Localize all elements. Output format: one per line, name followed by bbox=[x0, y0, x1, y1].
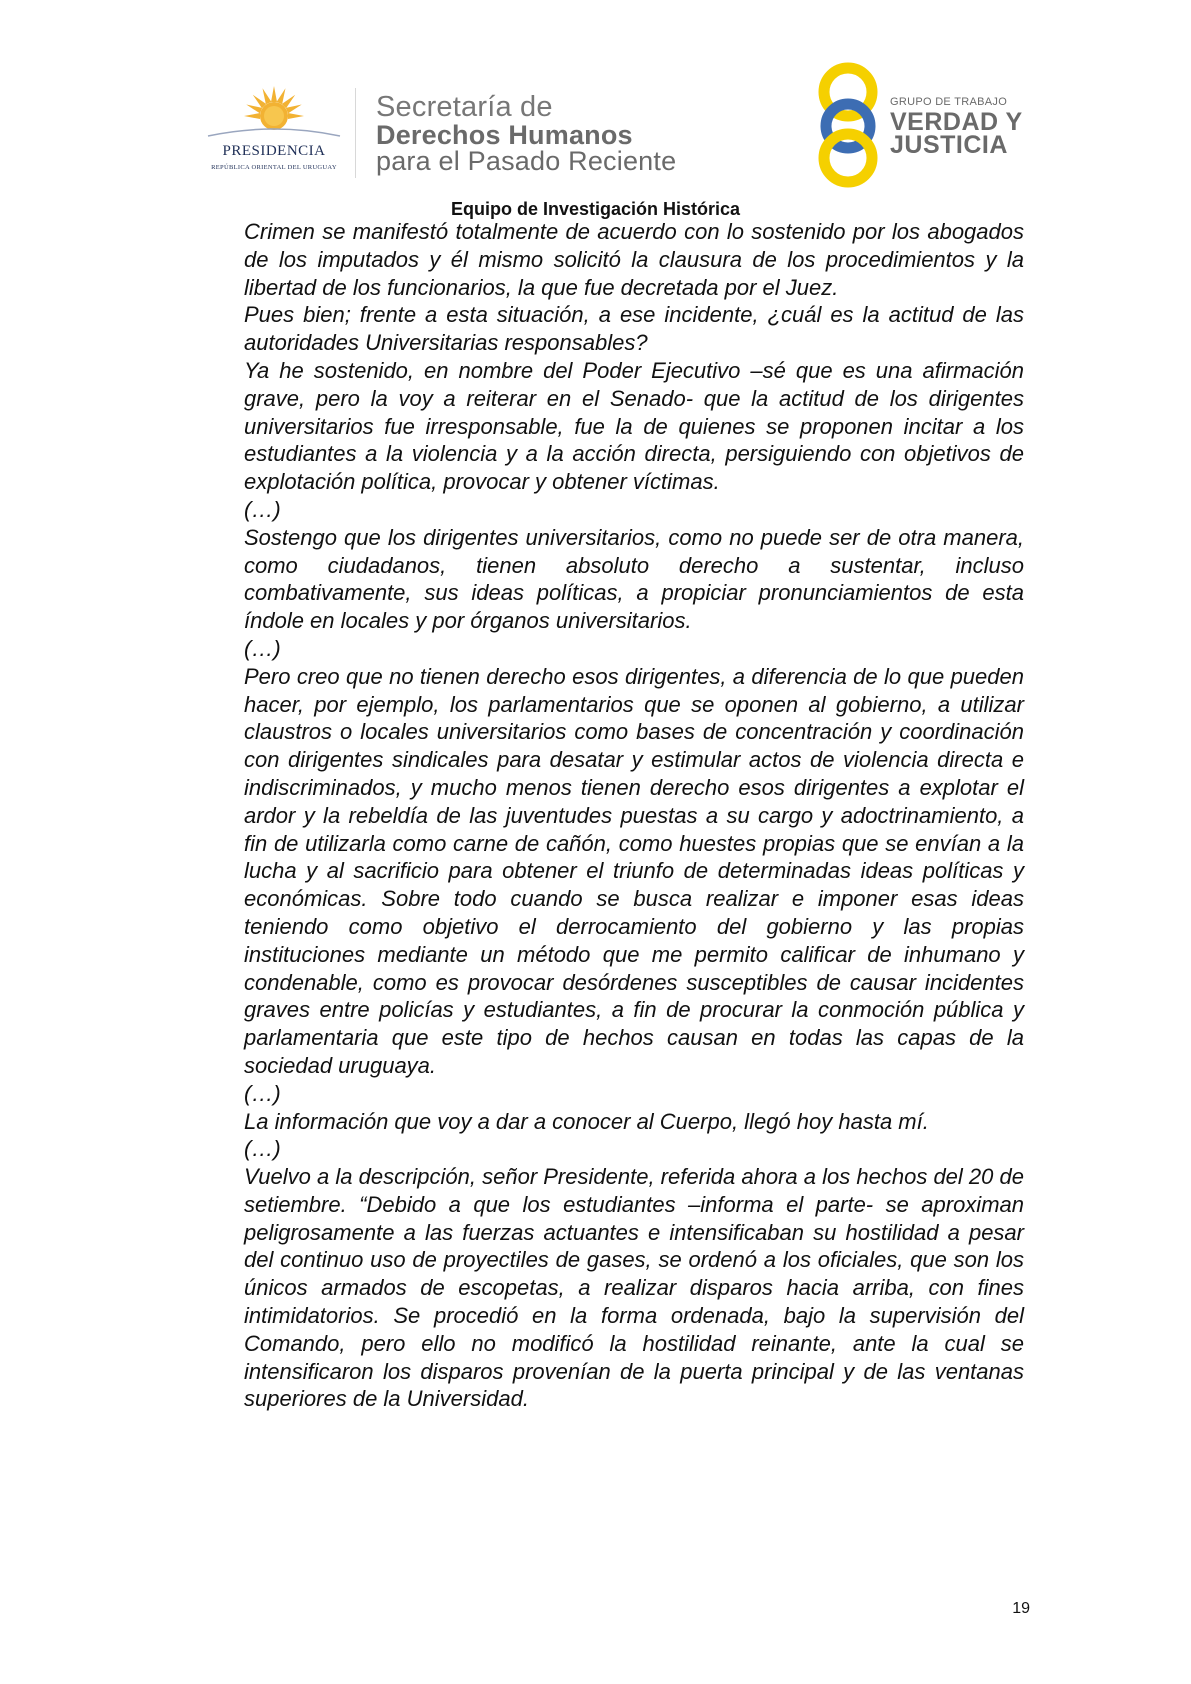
secretaria-line1: Secretaría de bbox=[376, 91, 553, 123]
secretaria-line2: Derechos Humanos bbox=[376, 120, 633, 150]
ellipsis-marker: (…) bbox=[244, 496, 281, 522]
paragraph: Crimen se manifestó totalmente de acuerdo con lo sostenido por los abogados de los imputados y él mismo solicitó la clausura de los procedimientos y la libertad de los funcionarios, la que fue decretada por el Juez. bbox=[244, 219, 1024, 300]
paragraph: Sostengo que los dirigentes universitarios, como no puede ser de otra manera, como ciudadanos, tienen absoluto derecho a sustentar, incluso combativamente, sus ideas políticas, a propiciar pronunciamientos de esta índole en locales y por órganos universitarios. bbox=[244, 524, 1024, 634]
paragraph: Vuelvo a la descripción, señor Presidente, referida ahora a los hechos del 20 de setiembre. “Debido a que los estudiantes –informa el parte- se aproximan peligrosamente a las fuerzas actuantes e intensificaban su hostilidad a pesar del continuo uso de proyectiles de gases, se ordenó a los oficiales, que son los únicos armados de escopetas, a realizar disparos hacia arriba, con fines intimidatorios. Se procedió en la forma ordenada, bajo la supervisión del Comando, pero ello no modificó la hostilidad reinante, ante la cual se intensificaron los disparos provenían de la puerta principal y de las ventanas superiores de la Universidad. bbox=[244, 1164, 1024, 1412]
paragraph: Pero creo que no tienen derecho esos dirigentes, a diferencia de lo que pueden hacer, por ejemplo, los parlamentarios que se oponen al gobierno, a utilizar claustros o locales universitarios como bases de concentración y coordinación con dirigentes sindicales para desatar y estimular actos de violencia directa e indiscriminados, y mucho menos tienen derecho esos dirigentes a explotar el ardor y la rebeldía de las juventudes puestas a su cargo y adoctrinamiento, a fin de utilizarla como carne de cañón, como huestes propias que se envían a la lucha y al sacrificio para obtener el triunfo de determinadas ideas políticas y económicas. Sobre todo cuando se busca realizar e imponer esas ideas teniendo como objetivo el derrocamiento del gobierno y las propias instituciones mediante un método que me permito calificar de inhumano y condenable, como es provocar desórdenes susceptibles de causar incidentes graves entre policías y estudiantes, a fin de procurar la conmoción pública y parlamentaria que este tipo de hechos causan en todas las capas de la sociedad uruguaya. bbox=[244, 663, 1024, 1078]
presidencia-name: PRESIDENCIA bbox=[222, 143, 326, 159]
paragraph: Ya he sostenido, en nombre del Poder Ejecutivo –sé que es una afirmación grave, pero la voy a reiterar en el Senado- que la actitud de los dirigentes universitarios fue irresponsable, fue la de quienes se proponen incitar a los estudiantes a la violencia y a la acción directa, persiguiendo con objetivos de explotación política, provocar y obtener víctimas. bbox=[244, 357, 1024, 495]
paragraph: Pues bien; frente a esta situación, a ese incidente, ¿cuál es la actitud de las autoridades Universitarias responsables? bbox=[244, 302, 1024, 356]
page-number: 19 bbox=[1012, 1600, 1030, 1617]
document-body bbox=[244, 218, 1024, 1413]
secretaria-line3: para el Pasado Reciente bbox=[376, 146, 677, 176]
paragraph: La información que voy a dar a conocer al Cuerpo, llegó hoy hasta mí. bbox=[244, 1108, 929, 1134]
ellipsis-marker: (…) bbox=[244, 1080, 281, 1106]
header-divider bbox=[355, 88, 356, 178]
grupo-line2: VERDAD Y bbox=[890, 108, 1023, 136]
presidencia-subtitle: REPÚBLICA ORIENTAL DEL URUGUAY bbox=[211, 164, 337, 171]
grupo-line1: GRUPO DE TRABAJO bbox=[890, 96, 1008, 108]
rings-logo-icon bbox=[808, 60, 888, 190]
ellipsis-marker: (…) bbox=[244, 1136, 281, 1162]
ellipsis-marker: (…) bbox=[244, 635, 281, 661]
team-title: Equipo de Investigación Histórica bbox=[450, 199, 741, 219]
page-header bbox=[0, 0, 1191, 215]
grupo-line3: JUSTICIA bbox=[890, 131, 1008, 159]
